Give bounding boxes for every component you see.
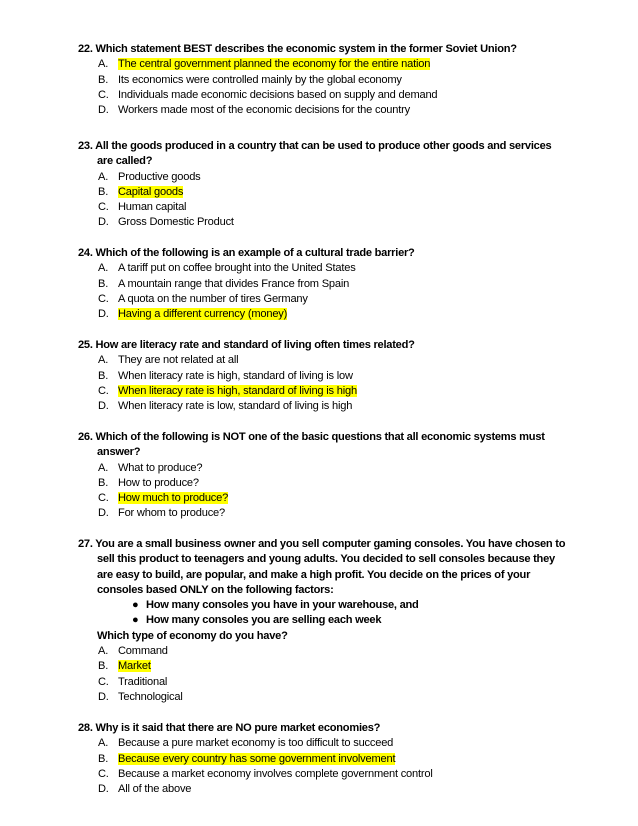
option-d: D. Having a different currency (money) [98,308,288,321]
option-d: D. Workers made most of the economic decisions for the country [98,104,410,117]
option-c: C. Individuals made economic decisions based on supply and demand [98,88,438,101]
answer-options [78,261,578,322]
option-a: A. A tariff put on coffee brought into the United States [98,262,356,275]
question-24 [78,246,578,322]
stem-line: 23. All the goods produced in a country that can be used to produce other goods and services [78,140,552,152]
question-stem [78,246,578,261]
option-b: B. Because every country has some government involvement [98,752,396,765]
option-b: B. Market [98,660,151,673]
answer-options [78,461,578,522]
option-c: C. When literacy rate is high, standard of living is high [98,384,357,397]
question-28 [78,721,578,797]
stem-line: 28. Why is it said that there are NO pure market economies? [78,722,381,734]
option-a: A. Because a pure market economy is too difficult to succeed [98,737,394,750]
stem-line: sell this product to teenagers and young adults. You decided to sell consoles because they [97,553,555,566]
option-b: B. How to produce? [98,476,199,489]
option-b: B. Its economics were controlled mainly by the global economy [98,73,402,86]
highlighted-answer: Having a different currency (money) [118,308,288,321]
question-stem [78,430,578,461]
stem-line: consoles based ONLY on the following factors: [97,583,334,596]
option-a: A. What to produce? [98,461,203,474]
stem-line: are easy to build, are popular, and make a high profit. You decide on the prices of your [97,568,531,581]
question-27 [78,537,578,705]
stem-line: answer? [97,446,141,459]
highlighted-answer: Capital goods [118,185,184,198]
option-a: A. Productive goods [98,170,201,183]
stem-line: 27. You are a small business owner and you sell computer gaming consoles. You have chosen to [78,538,566,550]
option-d: D. Technological [98,690,183,703]
question-stem [78,721,578,736]
option-c: C. Traditional [98,675,168,688]
bullet-dot-icon: ● [132,599,139,612]
answer-options [78,353,578,414]
option-a: A. The central government planned the economy for the entire nation [98,58,431,71]
option-b: B. A mountain range that divides France from Spain [98,277,350,290]
answer-options [78,644,578,705]
highlighted-answer: Market [118,660,151,673]
option-c: C. Human capital [98,201,187,214]
factor-bullets [78,598,578,629]
question-23 [78,139,578,231]
option-b: B. When literacy rate is high, standard of living is low [98,369,353,382]
answer-options [78,57,578,118]
stem-line: 24. Which of the following is an example of a cultural trade barrier? [78,247,415,259]
highlighted-answer: The central government planned the economy for the entire nation [118,58,431,71]
stem-line: 26. Which of the following is NOT one of the basic questions that all economic systems must [78,431,545,443]
option-c: C. Because a market economy involves complete government control [98,767,433,780]
question-follow-up: Which type of economy do you have? [97,629,288,642]
highlighted-answer: How much to produce? [118,492,229,505]
answer-options [78,736,578,797]
option-d: D. For whom to produce? [98,507,225,520]
bullet-item: ● How many consoles you have in your warehouse, and [78,598,578,613]
highlighted-answer: When literacy rate is high, standard of living is high [118,384,357,397]
option-d: D. When literacy rate is low, standard of living is high [98,400,353,413]
option-c: C. How much to produce? [98,492,229,505]
option-b: B. Capital goods [98,185,184,198]
question-stem [78,537,578,598]
question-stem [78,338,578,353]
stem-line: 22. Which statement BEST describes the economic system in the former Soviet Union? [78,43,517,55]
stem-line: are called? [97,155,153,168]
option-a: A. They are not related at all [98,354,239,367]
option-c: C. A quota on the number of tires Germany [98,292,308,305]
highlighted-answer: Because every country has some government involvement [118,752,396,765]
bullet-dot-icon: ● [132,614,139,627]
question-stem [78,139,578,170]
stem-line: 25. How are literacy rate and standard of living often times related? [78,339,415,351]
option-d: D. Gross Domestic Product [98,216,234,229]
question-22 [78,42,578,118]
question-stem [78,42,578,57]
question-26 [78,430,578,522]
option-d: D. All of the above [98,783,192,796]
bullet-item: ● How many consoles you are selling each week [78,613,578,628]
question-25 [78,338,578,414]
answer-options [78,170,578,231]
option-a: A. Command [98,645,168,658]
